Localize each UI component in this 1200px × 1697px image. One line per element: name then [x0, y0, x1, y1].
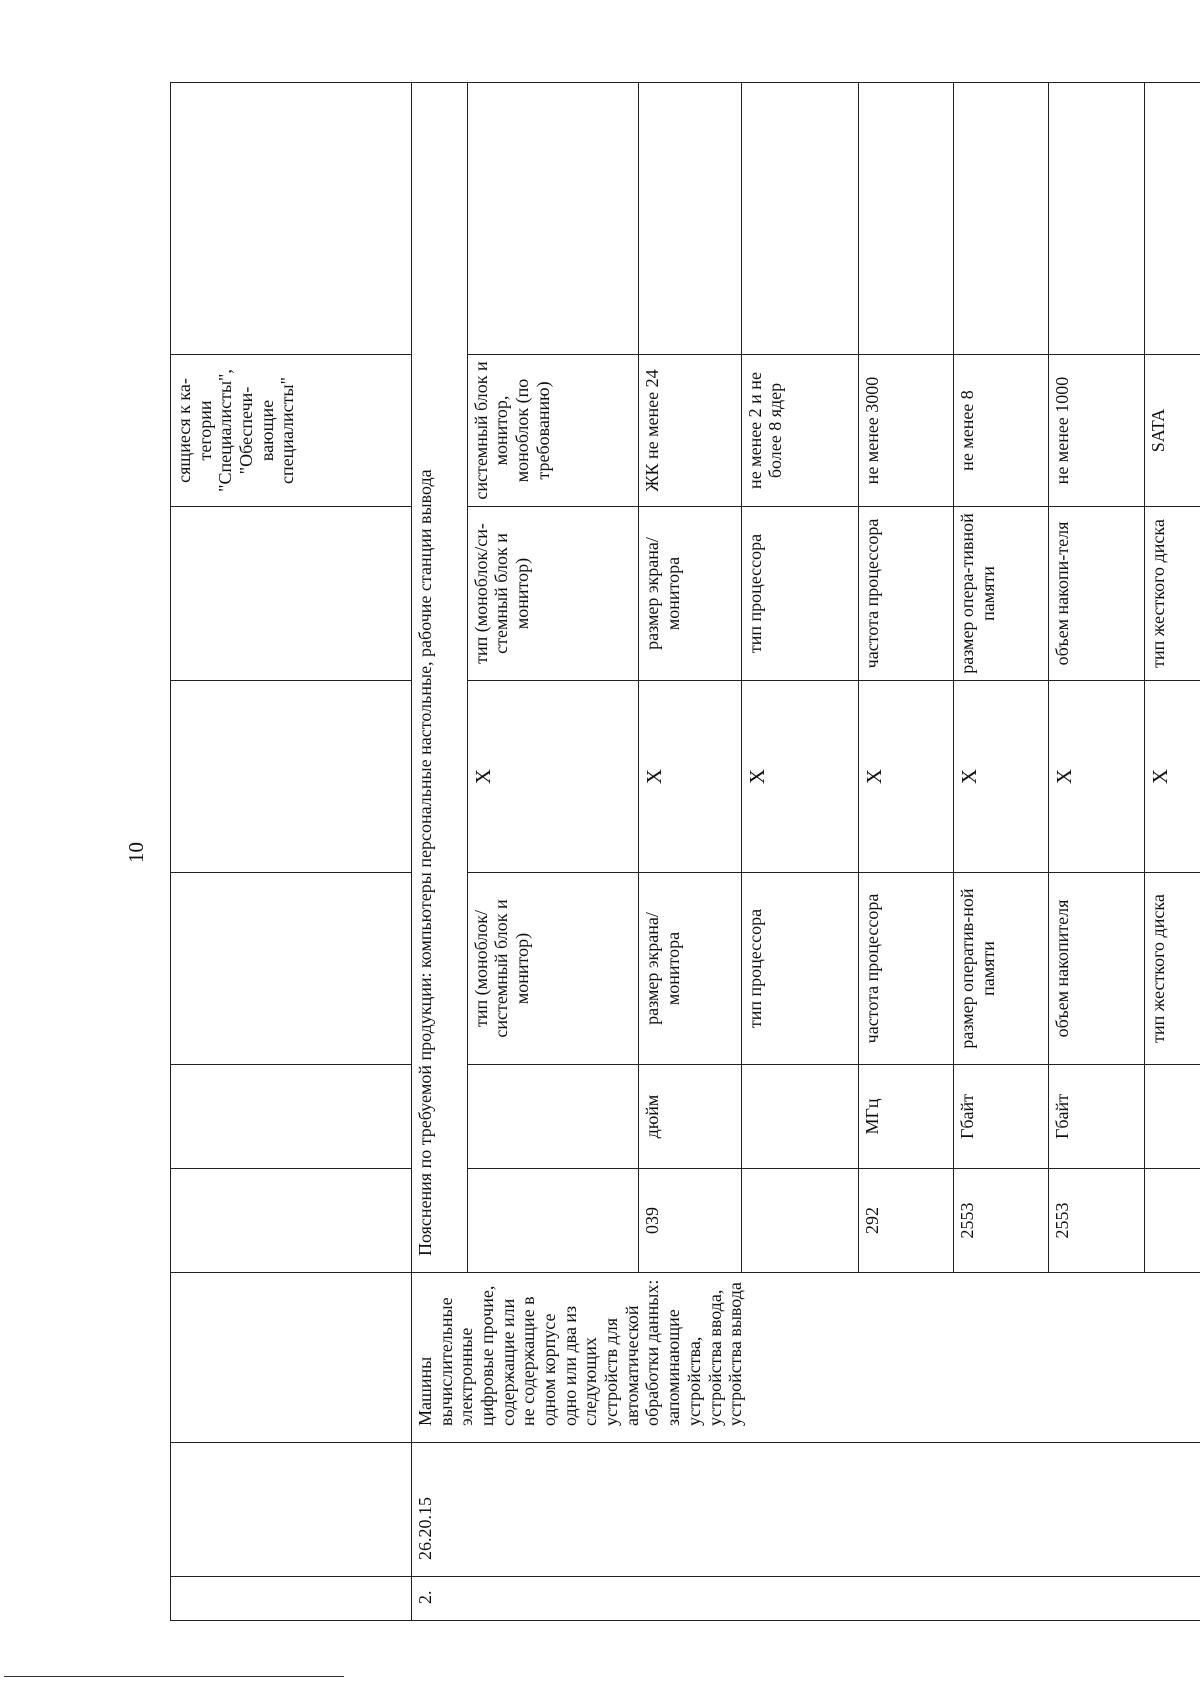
- table-row: 292 МГц частота процессора Х частота процессора не менее 3000: [859, 83, 954, 1621]
- table-row-section: [411, 83, 467, 1621]
- table-row: 2553 Гбайт объем накопителя Х объем накопи-теля не менее 1000: [1049, 83, 1144, 1621]
- table-row: тип процессора Х тип процессора не менее 2 и не более 8 ядер: [741, 83, 858, 1621]
- continued-value: сящиеся к ка-тегории "Специалисты", "Обеспечи-вающие специалисты": [171, 355, 412, 507]
- table-row: 2553 Гбайт размер оператив-ной памяти Х размер опера-тивной памяти не менее 8: [954, 83, 1049, 1621]
- table-row: тип (моноблок/системный блок и монитор) Х тип (моноблок/си-стемный блок и монитор) системный блок и монитор, моноблок (по требованию): [467, 83, 639, 1621]
- row-number: 2.: [411, 1577, 1200, 1621]
- product-name: Машины вычислительные электронные цифровые прочие, содержащие или не содержащие в одном корпусе одно или два из следующих устройств для автоматической обработки данных: запоминающие устройства, устройства ввода, устройства вывода: [411, 1273, 1200, 1443]
- okpd-code: 26.20.15: [411, 1443, 1200, 1577]
- footer-rule: [4, 1676, 344, 1677]
- table-row-continuation: [171, 83, 412, 1621]
- requirements-table-rotated: [170, 83, 1200, 1621]
- section-title: Пояснения по требуемой продукции: компьютеры персональные настольные, рабочие станции вывода: [411, 83, 467, 1273]
- table-row: тип жесткого диска Х тип жесткого диска SATA: [1144, 83, 1200, 1621]
- page-number: 10: [124, 842, 148, 863]
- table-row: 039 дюйм размер экрана/монитора Х размер экрана/монитора ЖК не менее 24: [639, 83, 742, 1621]
- requirements-table: [170, 82, 1200, 1621]
